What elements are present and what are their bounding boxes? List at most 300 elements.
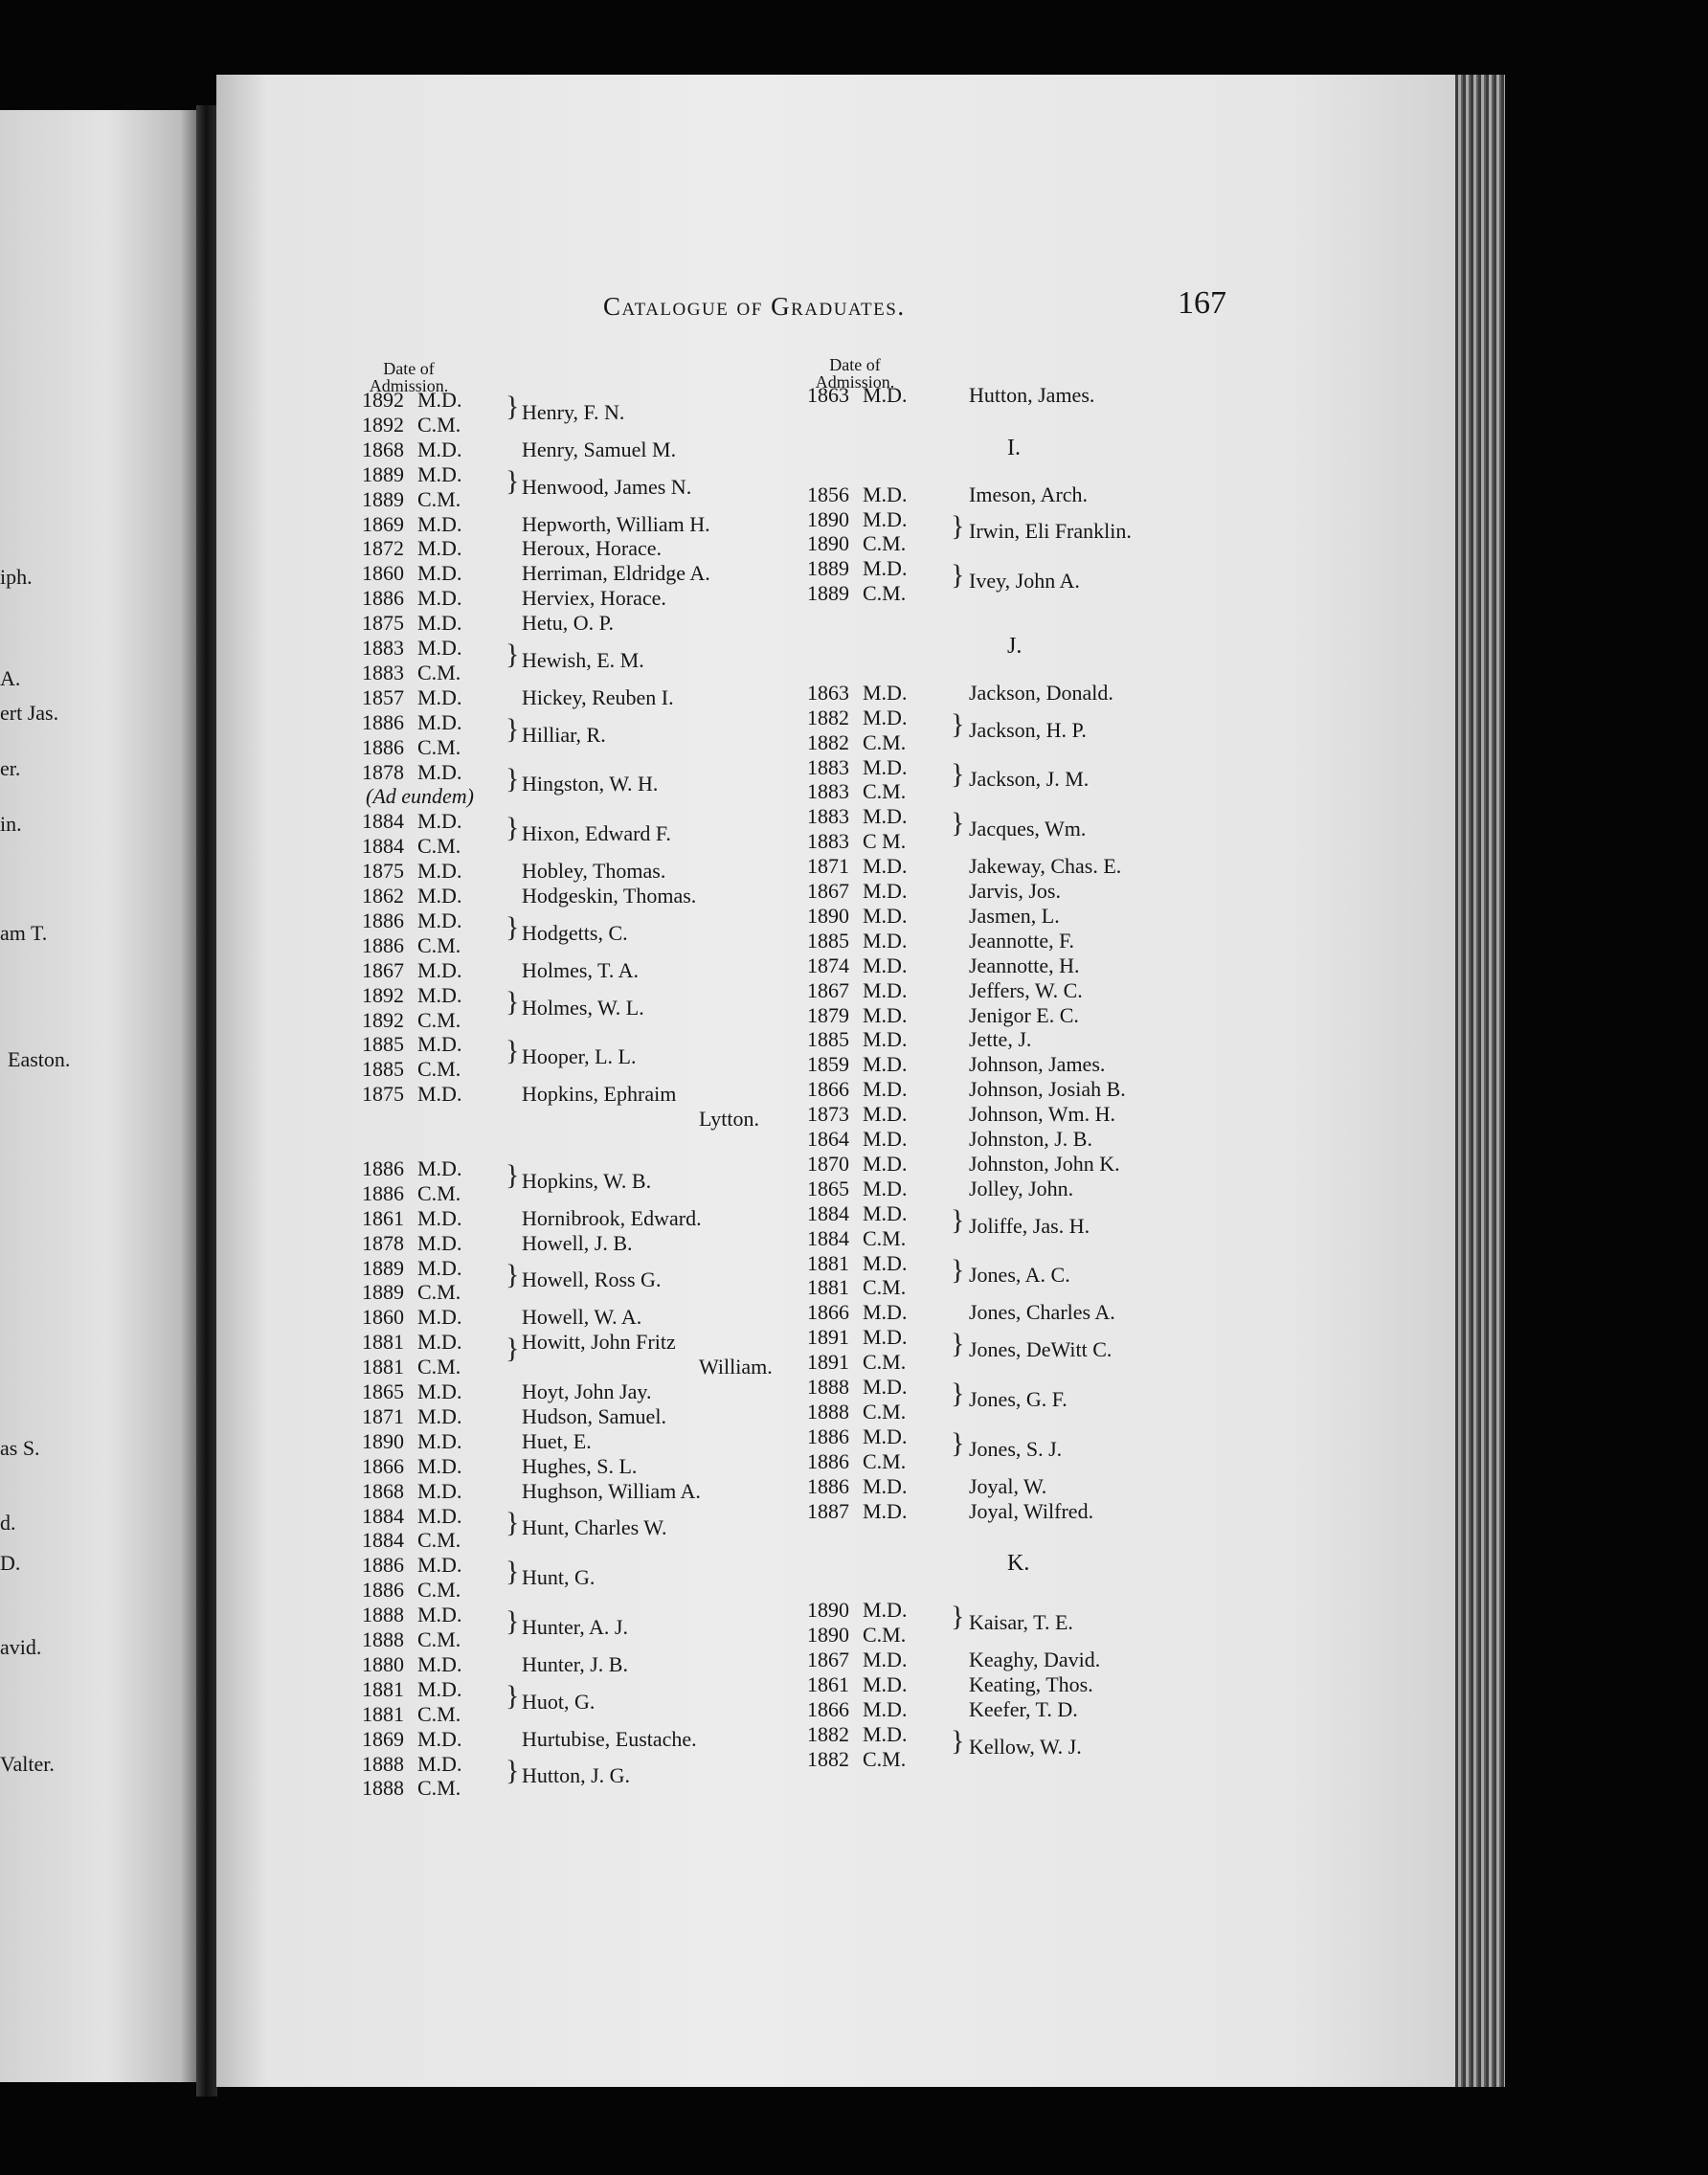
degree: M.D.	[417, 1603, 462, 1627]
graduate-name: Howell, J. B.	[522, 1230, 633, 1255]
book-gutter	[196, 105, 217, 2097]
year: 1883	[807, 804, 849, 829]
column-header-left: Date of Admission.	[369, 359, 449, 395]
degree: M.D.	[863, 977, 908, 1002]
year: 1891	[807, 1350, 849, 1375]
graduate-name: Henry, F. N.	[522, 399, 625, 424]
degree: M.D.	[417, 1032, 462, 1057]
year: 1888	[362, 1751, 404, 1776]
degree: M.D.	[417, 1651, 462, 1676]
left-page-text: Easton.	[8, 1047, 71, 1071]
year: 1883	[807, 829, 849, 854]
degree: M.D.	[863, 1300, 908, 1325]
left-page-fragment	[0, 110, 196, 2082]
year: 1867	[807, 977, 849, 1002]
degree: M.D.	[417, 388, 462, 412]
brace: }	[951, 1426, 965, 1459]
graduate-name: Hughes, S. L.	[522, 1453, 638, 1478]
left-page-text: Valter.	[0, 1752, 55, 1776]
graduate-name: Hurtubise, Eustache.	[522, 1726, 697, 1751]
graduate-name: Jackson, H. P.	[969, 717, 1087, 742]
degree: C.M.	[863, 729, 907, 754]
degree: M.D.	[863, 1721, 908, 1746]
graduate-name: Hornibrook, Edward.	[522, 1205, 702, 1230]
degree: M.D.	[863, 1325, 908, 1350]
graduate-name-continued: William.	[699, 1355, 773, 1379]
year: 1881	[807, 1250, 849, 1275]
degree: M.D.	[863, 879, 908, 903]
degree: M.D.	[417, 1403, 462, 1428]
degree: M.D.	[863, 680, 908, 705]
year: 1886	[362, 1180, 404, 1205]
graduate-name: Henwood, James N.	[522, 474, 692, 499]
degree: C.M.	[417, 834, 461, 859]
degree: M.D.	[863, 1027, 908, 1052]
brace: }	[951, 1203, 965, 1236]
degree: M.D.	[863, 754, 908, 779]
year: 1867	[807, 879, 849, 903]
degree: M.D.	[417, 709, 462, 734]
graduate-name: Ivey, John A.	[969, 569, 1080, 594]
graduate-name: Keaghy, David.	[969, 1647, 1101, 1671]
year: 1863	[807, 680, 849, 705]
graduate-name: Jones, Charles A.	[969, 1300, 1115, 1325]
year: 1888	[362, 1627, 404, 1651]
graduate-name: Hobley, Thomas.	[522, 859, 666, 884]
year: 1882	[807, 1721, 849, 1746]
graduate-name: Holmes, W. L.	[522, 995, 644, 1020]
graduate-name: Jasmen, L.	[969, 903, 1060, 928]
left-page-text: am T.	[0, 921, 48, 945]
year: 1883	[807, 779, 849, 804]
graduate-name: Hewish, E. M.	[522, 647, 644, 672]
graduate-name: Jackson, J. M.	[969, 767, 1090, 792]
graduate-name: Jackson, Donald.	[969, 680, 1113, 705]
year: 1859	[807, 1052, 849, 1077]
year: 1889	[362, 486, 404, 511]
year: 1884	[807, 1225, 849, 1250]
brace: }	[951, 509, 965, 542]
degree: M.D.	[417, 1553, 462, 1578]
section-letter: J.	[1007, 634, 1023, 660]
brace: }	[951, 1328, 965, 1360]
year: 1886	[362, 1155, 404, 1180]
year: 1890	[807, 1598, 849, 1623]
year: 1881	[362, 1701, 404, 1726]
graduate-name: Johnson, Josiah B.	[969, 1077, 1126, 1102]
section-letter: K.	[1007, 1551, 1030, 1577]
year: 1886	[807, 1424, 849, 1448]
year: 1889	[362, 1255, 404, 1280]
year: 1866	[362, 1453, 404, 1478]
graduate-name: Jarvis, Jos.	[969, 879, 1061, 903]
graduate-name: Hunter, J. B.	[522, 1651, 628, 1676]
degree: M.D.	[863, 1002, 908, 1027]
degree: C.M.	[417, 1007, 461, 1032]
degree: M.D.	[417, 1676, 462, 1701]
degree: (Ad eundem)	[366, 784, 475, 809]
degree: C.M.	[863, 1623, 907, 1647]
degree: M.D.	[863, 854, 908, 879]
graduate-name: Henry, Samuel M.	[522, 437, 677, 461]
graduate-name: Hunt, G.	[522, 1565, 596, 1590]
graduate-name: Jeannotte, F.	[969, 928, 1075, 953]
degree: M.D.	[863, 1375, 908, 1399]
year: 1892	[362, 388, 404, 412]
degree: C.M.	[417, 486, 461, 511]
year: 1889	[362, 1280, 404, 1305]
graduate-name: Johnston, John K.	[969, 1151, 1120, 1176]
degree: M.D.	[417, 611, 462, 636]
left-page-text: A.	[0, 666, 21, 690]
year: 1885	[362, 1057, 404, 1082]
brace: }	[506, 985, 520, 1018]
degree: M.D.	[863, 1498, 908, 1523]
graduate-name-continued: Lytton.	[699, 1107, 759, 1132]
degree: C M.	[863, 829, 907, 854]
degree: M.D.	[863, 1696, 908, 1721]
degree: C.M.	[417, 1701, 461, 1726]
brace: }	[506, 910, 520, 943]
year: 1869	[362, 1726, 404, 1751]
year: 1888	[362, 1603, 404, 1627]
year: 1866	[807, 1077, 849, 1102]
degree: M.D.	[863, 556, 908, 581]
graduate-name: Jolley, John.	[969, 1176, 1074, 1200]
brace: }	[506, 1754, 520, 1786]
degree: M.D.	[417, 1503, 462, 1528]
graduate-name: Jones, S. J.	[969, 1436, 1063, 1461]
degree: M.D.	[417, 437, 462, 461]
left-page-text: as S.	[0, 1436, 40, 1460]
degree: C.M.	[417, 1057, 461, 1082]
graduate-name: Hilliar, R.	[522, 722, 606, 747]
degree: M.D.	[417, 1255, 462, 1280]
graduate-name: Jakeway, Chas. E.	[969, 854, 1122, 879]
graduate-name: Hetu, O. P.	[522, 611, 614, 636]
degree: M.D.	[863, 1127, 908, 1151]
year: 1880	[362, 1651, 404, 1676]
brace: }	[506, 464, 520, 497]
graduate-name: Hooper, L. L.	[522, 1044, 637, 1069]
graduate-name: Jones, G. F.	[969, 1386, 1068, 1411]
graduate-name: Imeson, Arch.	[969, 482, 1089, 506]
year: 1885	[807, 928, 849, 953]
brace: }	[951, 807, 965, 840]
year: 1886	[362, 734, 404, 759]
year: 1882	[807, 1746, 849, 1771]
degree: M.D.	[417, 1305, 462, 1330]
left-page-text: in.	[0, 812, 22, 836]
degree: C.M.	[863, 1275, 907, 1300]
degree: M.D.	[417, 1428, 462, 1453]
year: 1888	[362, 1776, 404, 1801]
year: 1866	[807, 1696, 849, 1721]
brace: }	[506, 1556, 520, 1588]
year: 1860	[362, 561, 404, 586]
degree: C.M.	[417, 660, 461, 684]
year: 1875	[362, 611, 404, 636]
year: 1890	[807, 1623, 849, 1647]
degree: M.D.	[863, 1647, 908, 1671]
degree: C.M.	[417, 1776, 461, 1801]
brace: }	[951, 559, 965, 592]
year: 1869	[362, 511, 404, 536]
year: 1892	[362, 1007, 404, 1032]
graduate-name: Kaisar, T. E.	[969, 1610, 1073, 1635]
degree: M.D.	[417, 461, 462, 486]
degree: M.D.	[417, 1379, 462, 1403]
degree: M.D.	[863, 1077, 908, 1102]
graduate-name: Jeffers, W. C.	[969, 977, 1083, 1002]
brace: }	[951, 1724, 965, 1757]
brace: }	[506, 639, 520, 670]
degree: M.D.	[417, 859, 462, 884]
degree: M.D.	[417, 1082, 462, 1107]
degree: C.M.	[863, 779, 907, 804]
degree: M.D.	[417, 1155, 462, 1180]
year: 1883	[362, 636, 404, 660]
year: 1889	[807, 581, 849, 606]
year: 1887	[807, 1498, 849, 1523]
graduate-name: Howell, W. A.	[522, 1305, 642, 1330]
brace: }	[951, 1378, 965, 1409]
degree: C.M.	[863, 1448, 907, 1473]
year: 1875	[362, 859, 404, 884]
degree: C.M.	[417, 1627, 461, 1651]
degree: M.D.	[863, 1424, 908, 1448]
degree: C.M.	[417, 1355, 461, 1379]
left-page-text: er.	[0, 756, 21, 780]
graduate-name: Hickey, Reuben I.	[522, 684, 674, 709]
brace: }	[951, 707, 965, 740]
brace: }	[951, 1253, 965, 1286]
degree: C.M.	[863, 1746, 907, 1771]
column-header-right: Date of Admission.	[815, 355, 895, 392]
graduate-name: Johnson, James.	[969, 1052, 1106, 1077]
year: 1882	[807, 705, 849, 729]
graduate-name: Keating, Thos.	[969, 1671, 1093, 1696]
degree: C.M.	[863, 1225, 907, 1250]
degree: M.D.	[863, 1200, 908, 1225]
year: 1892	[362, 982, 404, 1007]
graduate-name: Keefer, T. D.	[969, 1696, 1078, 1721]
year: 1892	[362, 412, 404, 437]
degree: M.D.	[417, 684, 462, 709]
degree: M.D.	[417, 1478, 462, 1503]
graduate-name: Jenigor E. C.	[969, 1002, 1079, 1027]
year: 1884	[362, 1528, 404, 1553]
year: 1886	[807, 1448, 849, 1473]
degree: C.M.	[417, 734, 461, 759]
degree: C.M.	[417, 1578, 461, 1603]
year: 1886	[362, 709, 404, 734]
degree: M.D.	[417, 1751, 462, 1776]
page-number: 167	[1178, 285, 1226, 321]
year: 1882	[807, 729, 849, 754]
degree: M.D.	[863, 1598, 908, 1623]
degree: C.M.	[417, 932, 461, 957]
year: 1878	[362, 759, 404, 784]
running-head: Catalogue of Graduates.	[603, 292, 906, 321]
graduate-name: Johnston, J. B.	[969, 1127, 1092, 1151]
brace: }	[506, 712, 520, 745]
year: 1868	[362, 1478, 404, 1503]
brace: }	[951, 1601, 965, 1633]
brace: }	[506, 1333, 520, 1365]
year: 1884	[807, 1200, 849, 1225]
year: 1866	[807, 1300, 849, 1325]
brace: }	[506, 762, 520, 795]
degree: M.D.	[863, 1102, 908, 1127]
brace: }	[506, 1158, 520, 1191]
page-edges	[1455, 75, 1505, 2087]
year: 1886	[362, 1553, 404, 1578]
degree: M.D.	[417, 809, 462, 834]
year: 1883	[362, 660, 404, 684]
degree: M.D.	[863, 1052, 908, 1077]
graduate-name: Heroux, Horace.	[522, 536, 662, 561]
graduate-name: Hutton, James.	[969, 383, 1095, 407]
year: 1861	[362, 1205, 404, 1230]
year: 1886	[362, 586, 404, 611]
graduate-name: Jones, A. C.	[969, 1263, 1070, 1288]
graduate-name: Hunt, Charles W.	[522, 1515, 667, 1540]
year: 1884	[362, 809, 404, 834]
year: 1886	[362, 932, 404, 957]
year: 1886	[807, 1473, 849, 1498]
degree: M.D.	[863, 482, 908, 506]
year: 1871	[362, 1403, 404, 1428]
year: 1865	[362, 1379, 404, 1403]
year: 1867	[807, 1647, 849, 1671]
degree: C.M.	[863, 1350, 907, 1375]
degree: M.D.	[417, 908, 462, 932]
graduate-name: Huot, G.	[522, 1689, 596, 1714]
graduate-name: Kellow, W. J.	[969, 1734, 1082, 1759]
year: 1881	[362, 1355, 404, 1379]
degree: C.M.	[863, 1399, 907, 1424]
graduate-name: Hutton, J. G.	[522, 1763, 631, 1788]
graduate-name: Hopkins, W. B.	[522, 1168, 652, 1193]
year: 1874	[807, 953, 849, 977]
degree: M.D.	[863, 1671, 908, 1696]
graduate-name: Jones, DeWitt C.	[969, 1337, 1112, 1362]
graduate-name: Herriman, Eldridge A.	[522, 561, 710, 586]
degree: C.M.	[417, 1180, 461, 1205]
graduate-name: Hunter, A. J.	[522, 1615, 628, 1640]
brace: }	[506, 391, 520, 422]
year: 1863	[807, 383, 849, 407]
year: 1889	[362, 461, 404, 486]
degree: M.D.	[417, 1205, 462, 1230]
degree: C.M.	[417, 1528, 461, 1553]
graduate-name: Huet, E.	[522, 1428, 592, 1453]
year: 1856	[807, 482, 849, 506]
graduate-name: Johnson, Wm. H.	[969, 1102, 1115, 1127]
degree: M.D.	[417, 586, 462, 611]
degree: M.D.	[863, 903, 908, 928]
year: 1872	[362, 536, 404, 561]
graduate-name: Hingston, W. H.	[522, 772, 659, 796]
section-letter: I.	[1007, 435, 1021, 460]
year: 1883	[807, 754, 849, 779]
degree: M.D.	[863, 1473, 908, 1498]
year: 1890	[807, 506, 849, 531]
year: 1884	[362, 834, 404, 859]
year: 1868	[362, 437, 404, 461]
degree: C.M.	[417, 1280, 461, 1305]
year: 1881	[362, 1676, 404, 1701]
degree: M.D.	[417, 1230, 462, 1255]
year: 1888	[807, 1375, 849, 1399]
year: 1864	[807, 1127, 849, 1151]
graduate-name: Hughson, William A.	[522, 1478, 701, 1503]
year: 1881	[807, 1275, 849, 1300]
degree: M.D.	[417, 982, 462, 1007]
degree: M.D.	[417, 511, 462, 536]
graduate-name: Herviex, Horace.	[522, 586, 666, 611]
graduate-name: Hudson, Samuel.	[522, 1403, 666, 1428]
brace: }	[506, 1258, 520, 1290]
graduate-name: Howitt, John Fritz	[522, 1330, 676, 1355]
year: 1886	[362, 1578, 404, 1603]
year: 1857	[362, 684, 404, 709]
degree: M.D.	[417, 759, 462, 784]
graduate-name: Holmes, T. A.	[522, 957, 640, 982]
graduate-name: Hodgetts, C.	[522, 920, 628, 945]
graduate-name: Joyal, W.	[969, 1473, 1047, 1498]
graduate-name: Jacques, Wm.	[969, 817, 1087, 841]
degree: C.M.	[417, 412, 461, 437]
year: 1886	[362, 908, 404, 932]
degree: M.D.	[863, 928, 908, 953]
year: 1861	[807, 1671, 849, 1696]
year: 1873	[807, 1102, 849, 1127]
graduate-name: Hepworth, William H.	[522, 511, 710, 536]
graduate-name: Jeannotte, H.	[969, 953, 1080, 977]
graduate-name: Joyal, Wilfred.	[969, 1498, 1094, 1523]
brace: }	[506, 812, 520, 844]
year: 1870	[807, 1151, 849, 1176]
degree: M.D.	[863, 506, 908, 531]
degree: M.D.	[863, 383, 908, 407]
left-page-text: iph.	[0, 565, 33, 589]
degree: M.D.	[863, 1176, 908, 1200]
year: 1875	[362, 1082, 404, 1107]
graduate-name: Hixon, Edward F.	[522, 821, 671, 846]
graduate-name: Jette, J.	[969, 1027, 1032, 1052]
graduate-name: Irwin, Eli Franklin.	[969, 519, 1132, 544]
year: 1890	[362, 1428, 404, 1453]
year: 1890	[807, 531, 849, 556]
left-page-text: D.	[0, 1551, 21, 1575]
degree: M.D.	[417, 884, 462, 908]
left-page-text: avid.	[0, 1635, 42, 1659]
degree: M.D.	[863, 705, 908, 729]
brace: }	[951, 757, 965, 790]
degree: M.D.	[417, 636, 462, 660]
year: 1879	[807, 1002, 849, 1027]
graduate-name: Hoyt, John Jay.	[522, 1379, 652, 1403]
year: 1890	[807, 903, 849, 928]
left-page-text: ert Jas.	[0, 701, 59, 725]
year: 1889	[807, 556, 849, 581]
degree: M.D.	[417, 1330, 462, 1355]
degree: M.D.	[863, 1151, 908, 1176]
graduate-name: Hopkins, Ephraim	[522, 1082, 677, 1107]
degree: M.D.	[417, 1726, 462, 1751]
